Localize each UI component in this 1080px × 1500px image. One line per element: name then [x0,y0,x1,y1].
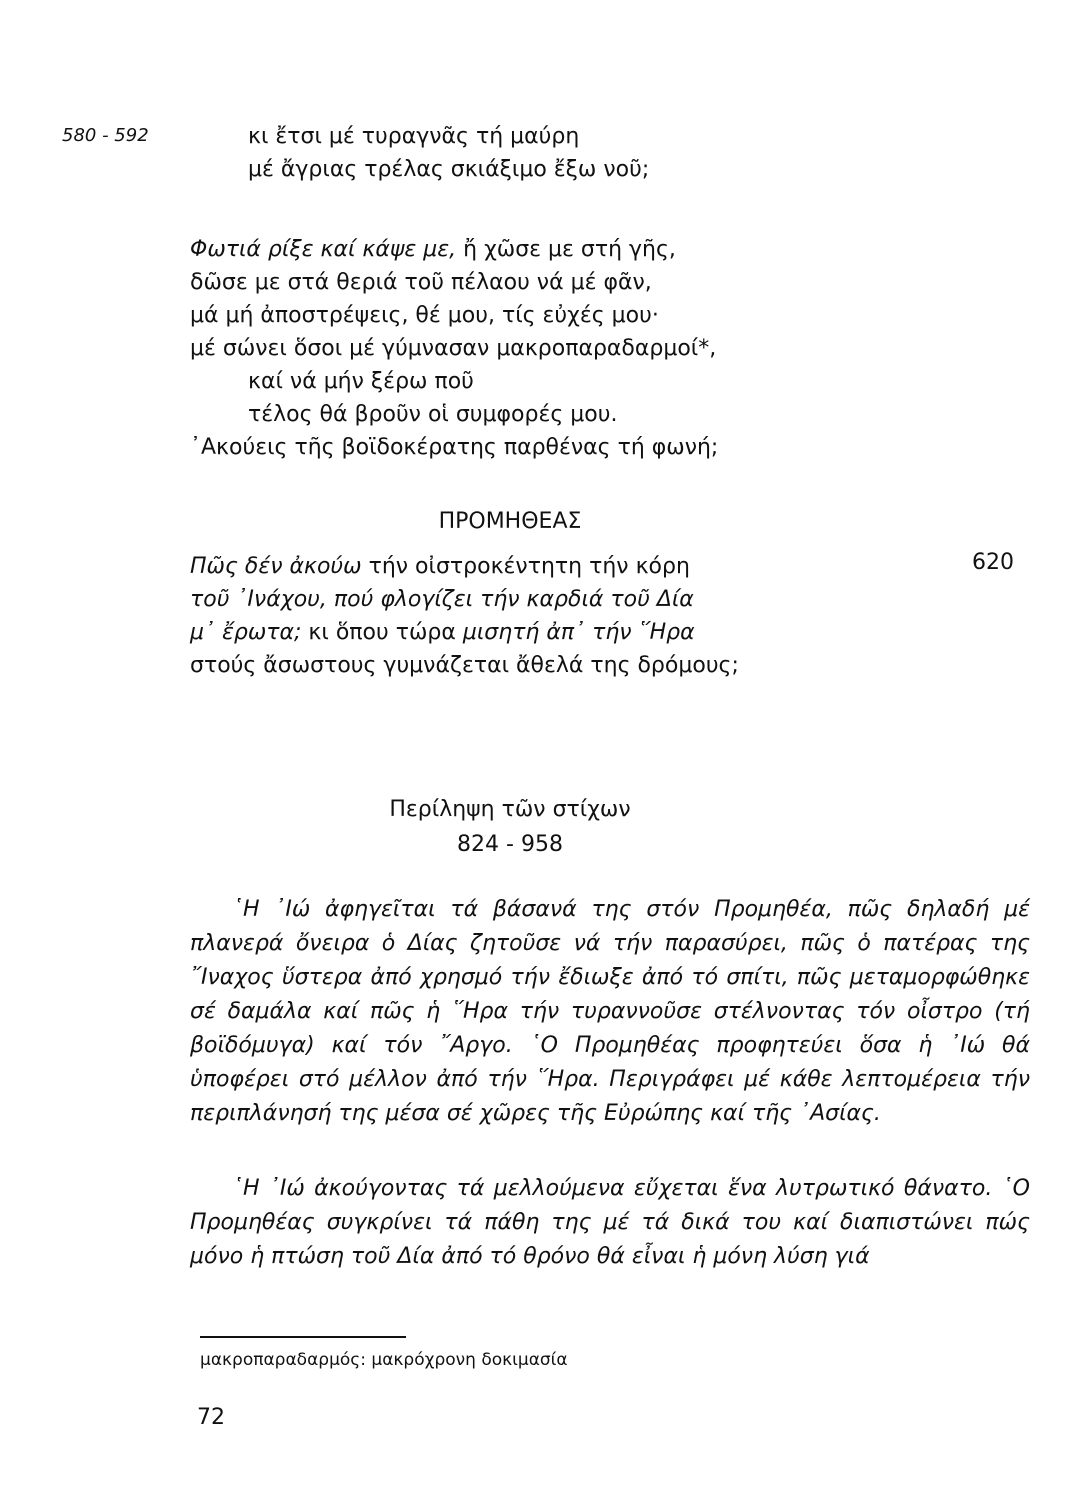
verse-line: καί νά μήν ξέρω ποῦ [248,369,474,394]
verse-line: δῶσε με στά θεριά τοῦ πέλαου νά μέ φᾶν, [190,270,652,295]
paragraph-text: ῾Η ᾿Ιώ ἀκούγοντας τά μελλούμενα εὔχεται ἕνα λυτρωτικό θάνατο. ῾Ο Προμηθέας συγκρίνει τά πάθη της μέ τά δικά του καί διαπιστώνει πώς μόνο ἡ πτώση τοῦ Δία ἀπό τό θρόνο θά εἶναι ἡ μόνη λύση γιά [190,1176,1030,1269]
margin-line-range: 580 - 592 [62,125,149,146]
verse-line: τέλος θά βροῦν οἱ συμφορές μου. [248,402,618,427]
footnote-divider [200,1336,406,1338]
verse-italic-fragment: Φωτιά ρίξε καί κάψε με, [190,237,457,262]
verse-fragment: ἤ χῶσε με στή γῆς, [456,237,676,262]
summary-paragraph [190,1172,1030,1274]
margin-line-number: 620 [972,550,1014,575]
verse-line: ᾿Ακούεις τῆς βοϊδοκέρατης παρθένας τή φωνή; [190,435,719,460]
verse-line [190,550,739,583]
verse-italic-fragment: μ᾿ ἔρωτα; [190,620,302,645]
verse-italic-fragment: μισητή ἀπ᾿ τήν ῞Ηρα [462,620,695,645]
verse-line: τοῦ ᾿Ινάχου, πού φλογίζει τήν καρδιά τοῦ Δία [190,587,694,612]
summary-title: Περίληψη τῶν στίχων [389,797,631,822]
verse-intro [248,120,649,186]
verse-prometheus [190,550,739,682]
verse-line: μέ σώνει ὅσοι μέ γύμνασαν μακροπαραδαρμοί*, [190,336,717,361]
verse-io [190,233,718,464]
footnote: μακροπαραδαρμός: μακρόχρονη δοκιμασία [200,1350,568,1370]
verse-line: κι ἔτσι μέ τυραγνᾶς τή μαύρη [248,124,580,149]
verse-fragment: τήν οἰστροκέντητη τήν κόρη [361,554,690,579]
verse-line: μέ ἄγριας τρέλας σκιάξιμο ἔξω νοῦ; [248,157,650,182]
verse-line [190,233,718,266]
verse-italic-fragment: Πῶς δέν ἀκούω [190,554,362,579]
page-number: 72 [197,1405,225,1430]
paragraph-text: ῾Η ᾿Ιώ ἀφηγεῖται τά βάσανά της στόν Προμηθέα, πῶς δηλαδή μέ πλανερά ὄνειρα ὁ Δίας ζητοῦσε νά τήν παρασύρει, πῶς ὁ πατέρας της ῎Ιναχος ὕστερα ἀπό χρησμό τήν ἔδιωξε ἀπό τό σπίτι, πῶς μεταμορφώθηκε σέ δαμάλα καί πῶς ἡ ῞Ηρα τήν τυραννοῦσε στέλνοντας τόν οἶστρο (τή βοϊδόμυγα) καί τόν ῎Αργο. ῾Ο Προμηθέας προφητεύει ὅσα ἡ ᾿Ιώ θά ὑποφέρει στό μέλλον ἀπό τήν ῞Ηρα. Περιγράφει μέ κάθε λεπτομέρεια τήν περιπλάνησή της μέσα σέ χῶρες τῆς Εὐρώπης καί τῆς ᾿Ασίας. [190,897,1030,1126]
verse-line: στούς ἄσωστους γυμνάζεται ἄθελά της δρόμους; [190,653,739,678]
verse-line: μά μή ἀποστρέψεις, θέ μου, τίς εὐχές μου· [190,303,659,328]
verse-fragment: κι ὅπου τώρα [301,620,463,645]
summary-paragraph [190,893,1030,1131]
verse-line [190,616,739,649]
speaker-heading: ΠΡΟΜΗΘΕΑΣ [438,509,582,534]
summary-range: 824 - 958 [457,832,563,857]
